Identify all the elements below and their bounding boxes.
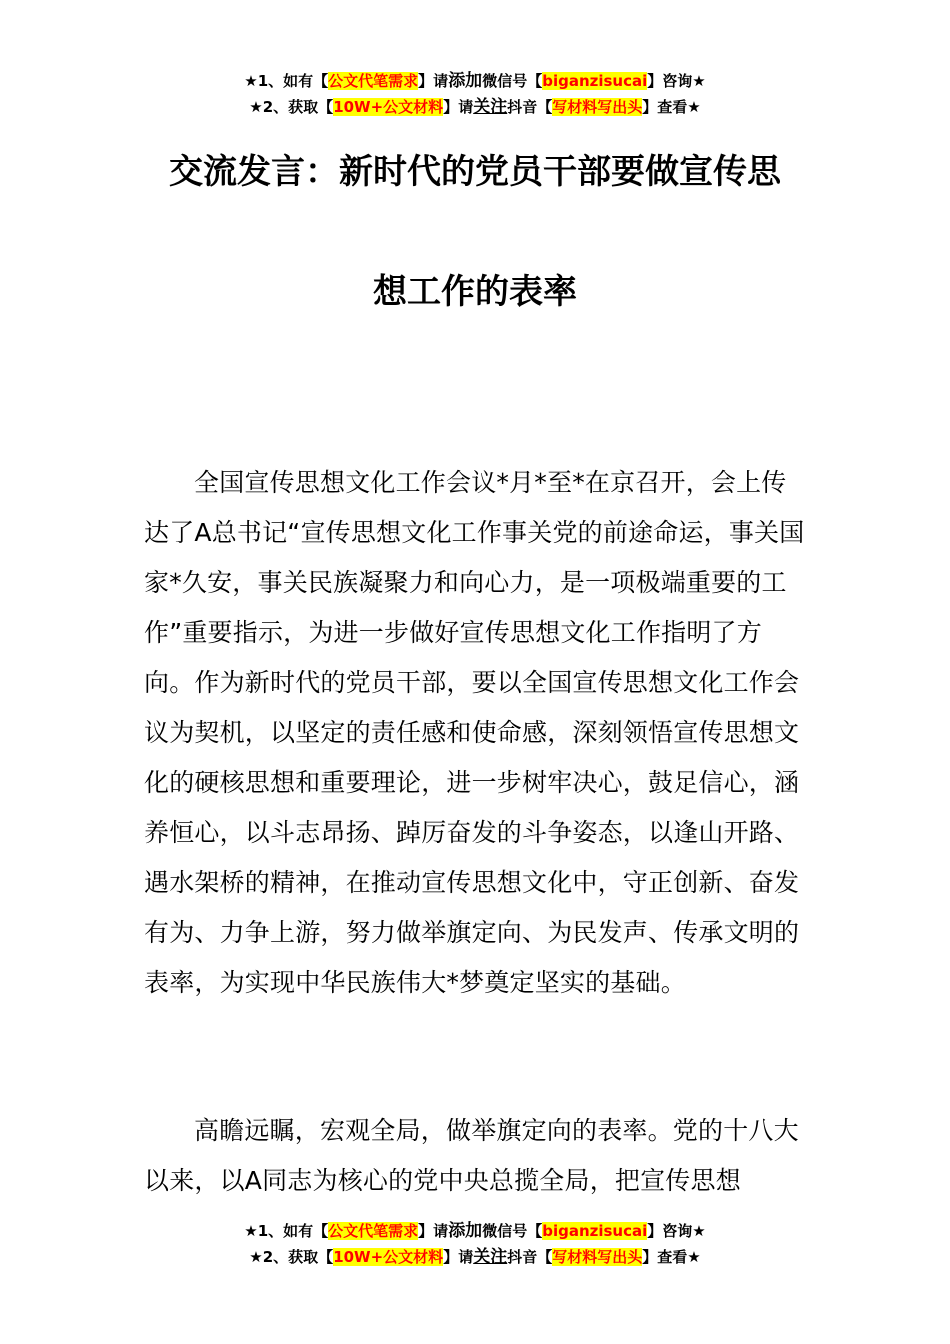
document-title-line-2: 想工作的表率 — [373, 272, 577, 312]
body-paragraph: 高瞻远瞩，宏观全局，做举旗定向的表率。党的十八大以来，以A同志为核心的党中央总揽全局，把宣传思想 — [144, 1116, 799, 1195]
banner-line-1: ★1、如有【公文代笔需求】请添加微信号【biganzisucai】咨询★ — [244, 71, 706, 91]
document-title-line-1: 交流发言：新时代的党员干部要做宣传思 — [169, 152, 781, 192]
body-paragraph: 全国宣传思想文化工作会议*月*至*在京召开，会上传达了A总书记“宣传思想文化工作事关党的前途命运，事关国家*久安，事关民族凝聚力和向心力，是一项极端重要的工作”重要指示，为进一步做好宣传思想文化工作指明了方向。作为新时代的党员干部，要以全国宣传思想文化工作会议为契机，以坚定的责任感和使命感，深刻领悟宣传思想文化的硬核思想和重要理论，进一步树牢决心，鼓足信心，涵养恒心，以斗志昂扬、踔厉奋发的斗争姿态，以逢山开路、遇水架桥的精神，在推动宣传思想文化中，守正创新、奋发有为、力争上游，努力做举旗定向、为民发声、传承文明的表率，为实现中华民族伟大*梦奠定坚实的基础。 — [144, 468, 805, 997]
banner-highlight: 公文代笔需求 — [328, 72, 419, 90]
banner-line-1: ★1、如有【公文代笔需求】请添加微信号【biganzisucai】咨询★ — [244, 1221, 706, 1241]
banner-highlight: biganzisucai — [542, 1222, 648, 1240]
banner-highlight: 写材料写出头 — [552, 1248, 643, 1266]
banner-line-2: ★2、获取【10W+公文材料】请关注抖音【写材料写出头】查看★ — [249, 97, 701, 117]
banner-highlight: 写材料写出头 — [552, 98, 643, 116]
banner-highlight: 10W+公文材料 — [333, 98, 444, 116]
banner-line-2: ★2、获取【10W+公文材料】请关注抖音【写材料写出头】查看★ — [249, 1247, 701, 1267]
banner-highlight: biganzisucai — [542, 72, 648, 90]
banner-highlight: 公文代笔需求 — [328, 1222, 419, 1240]
banner-highlight: 10W+公文材料 — [333, 1248, 444, 1266]
footer-banner — [0, 1218, 950, 1270]
header-banner — [0, 68, 950, 120]
